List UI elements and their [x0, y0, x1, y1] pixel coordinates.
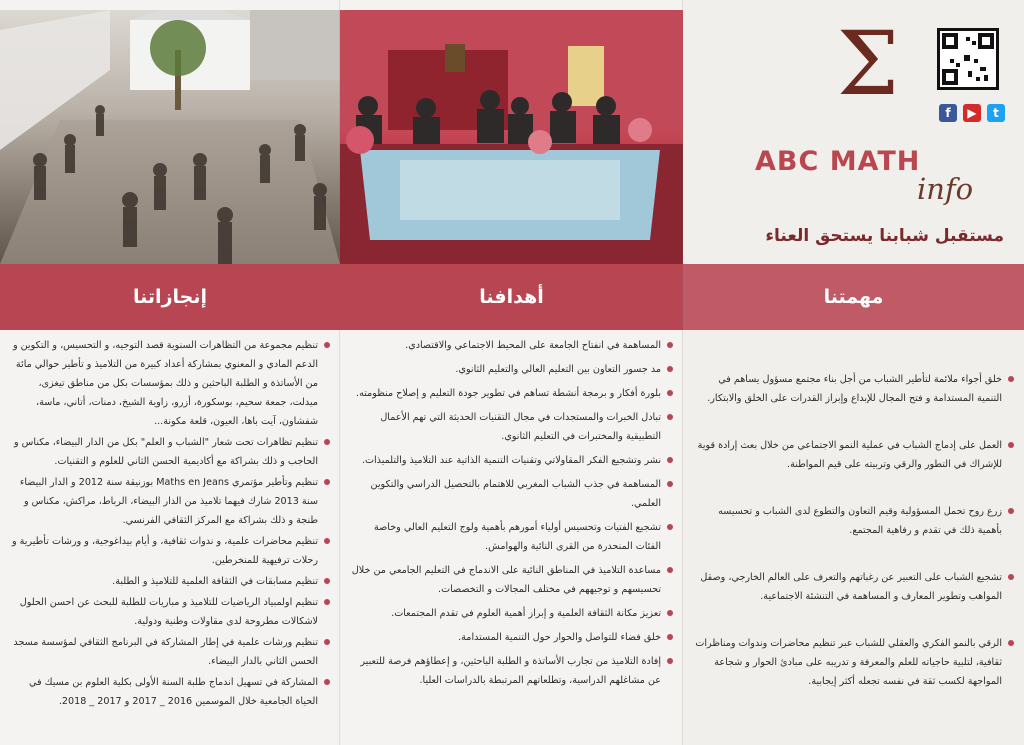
achievements-banner: إنجازاتنا	[0, 264, 340, 330]
crowd-scene	[0, 10, 340, 264]
list-item: المشاركة في تسهيل اندماج طلبة السنة الأولى بكلية العلوم بن مسيك في الحياة الجامعية خلال الموسمين 2016 _ 2017 و 2017 _ 2018.	[10, 673, 330, 711]
list-item: تنظيم مجموعة من التظاهرات السنوية قصد التوجيه، و التحسيس، و التكوين و الدعم المادي و المعنوي بمشاركة أعداد كبيرة من التلاميذ و تأطير حوالي مائة من الأساتذة و الطلبة الباحثين و ذلك بمؤسسات بكل من مناطق تيغزى، ميدلت، جمعة سحيم، بوسكورة، أزرو، زاوية الشيخ، دمنات، أتاني، ماسة، شفشاون، آيت باها، العيون، قلعة مكونة...	[10, 336, 330, 431]
qr-code-icon[interactable]	[937, 28, 999, 90]
brand-name: ABC MATH	[755, 146, 921, 177]
sigma-logo-icon: Σ	[836, 12, 900, 115]
achievements-panel	[0, 0, 340, 745]
list-item: المساهمة في جذب الشباب المغربي للاهتمام بالتحصيل الدراسي والتكوين العلمي.	[350, 475, 673, 513]
list-item: تشجيع الشباب على التعبير عن رغباتهم والتعرف على العالم الخارجي، وصقل المواهب وتطوير المعارف و المساهمة في التنشئة الاجتماعية.	[693, 568, 1014, 606]
twitter-icon[interactable]: t	[987, 104, 1005, 122]
conference-scene	[340, 10, 683, 264]
list-item: الرقي بالنمو الفكري والعقلي للشباب عبر تنظيم محاضرات وندوات ومناظرات ثقافية، لتلبية حاجياته للعلم والمعرفة و تدريبه على مبادئ الحوار و شجاعة المواجهة لكسب ثقة في نفسه تجعله أكثر إيجابية.	[693, 634, 1014, 691]
list-item: تنظيم اولمبياد الرياضيات للتلاميذ و مباريات للطلبة للبحث عن احسن الحلول لاشكالات مطروحة لدى مقاولات وطنية ودولية.	[10, 593, 330, 631]
goals-banner: أهدافنا	[340, 264, 683, 330]
mission-banner: مهمتنا	[683, 264, 1024, 330]
mission-list	[693, 370, 1014, 719]
list-item: زرع روح تحمل المسؤولية وقيم التعاون والتطوع لدى الشباب و تحسيسه بأهمية ذلك في تقدم و رفاهية المجتمع.	[693, 502, 1014, 540]
social-links	[939, 104, 1005, 122]
list-item: خلق أجواء ملائمة لتأطير الشباب من أجل بناء مجتمع مسؤول يساهم في التنمية المستدامة و فتح المجال للإبداع وإبراز القدرات على الخلق والابتكار.	[693, 370, 1014, 408]
list-item: تنظيم وتأطير مؤتمري Maths en Jeans بوزنيقة سنة 2012 و الدار البيضاء سنة 2013 شارك فيهما تلاميذ من الدار البيضاء، الرباط، مراكش، مكناس و طنجة و ذلك بشراكة مع المركز الثقافي الفرنسي.	[10, 473, 330, 530]
list-item: مساعدة التلاميذ في المناطق النائية على الاندماج في التعليم الجامعي من خلال تحسيسهم و توجيههم في مختلف المجالات و التخصصات.	[350, 561, 673, 599]
mission-panel	[683, 0, 1024, 745]
list-item: مد جسور التعاون بين التعليم العالي والتعليم الثانوي.	[350, 360, 673, 379]
brand-tagline: مستقبل شبابنا يستحق العناء	[765, 226, 1004, 246]
list-item: المساهمة في انفتاح الجامعة على المحيط الاجتماعي والاقتصادي.	[350, 336, 673, 355]
list-item: خلق فضاء للتواصل والحوار حول التنمية المستدامة.	[350, 628, 673, 647]
goals-list	[350, 336, 673, 695]
list-item: تشجيع الفتيات وتحسيس أولياء أمورهم بأهمية ولوج التعليم العالي وخاصة الفئات المنحدرة من القرى النائية والهوامش.	[350, 518, 673, 556]
brand-subtitle: info	[917, 172, 974, 206]
list-item: إفادة التلاميذ من تجارب الأساتذة و الطلبة الباحثين، و إعطاؤهم فرصة للتعبير عن مشاغلهم الدراسية، وتطلعاتهم المرتبطة بالدراسات العليا.	[350, 652, 673, 690]
event-photo-conference	[340, 10, 683, 264]
list-item: تنظيم مسابقات في الثقافة العلمية للتلاميذ و الطلبة.	[10, 572, 330, 591]
list-item: بلورة أفكار و برمجة أنشطة تساهم في تطوير جودة التعليم و إصلاح منظومته.	[350, 384, 673, 403]
goals-panel	[340, 0, 683, 745]
list-item: تعزيز مكانة الثقافة العلمية و إبراز أهمية العلوم في تقدم المجتمعات.	[350, 604, 673, 623]
event-photo-crowd	[0, 10, 340, 264]
list-item: تبادل الخبرات والمستجدات في مجال التقنيات الحديثة التي تهم الأعمال التطبيقية والمختبرات في التعليم الثانوي.	[350, 408, 673, 446]
facebook-icon[interactable]: f	[939, 104, 957, 122]
list-item: نشر وتشجيع الفكر المقاولاتي وتقنيات التنمية الذاتية عند التلاميذ والتلميذات.	[350, 451, 673, 470]
youtube-icon[interactable]: ▶	[963, 104, 981, 122]
list-item: تنظيم ورشات علمية في إطار المشاركة في البرنامج الثقافي لمؤسسة مسجد الحسن الثاني بالدار البيضاء.	[10, 633, 330, 671]
list-item: العمل على إدماج الشباب في عملية النمو الاجتماعي من خلال بعث إرادة قوية للإشراك في التطور والرقي وتربيته على قيم المواطنة.	[693, 436, 1014, 474]
list-item: تنظيم محاضرات علمية، و ندوات ثقافية، و أيام بيداغوجية، و ورشات تأطيرية و رحلات ترفيهية للمنخرطين.	[10, 532, 330, 570]
achievements-list	[10, 336, 330, 713]
list-item: تنظيم تظاهرات تحت شعار "الشباب و العلم" بكل من الدار البيضاء، مكناس و الحاجب و ذلك بشراكة مع أكاديمية الحسن الثاني للعلوم و التقنيات.	[10, 433, 330, 471]
